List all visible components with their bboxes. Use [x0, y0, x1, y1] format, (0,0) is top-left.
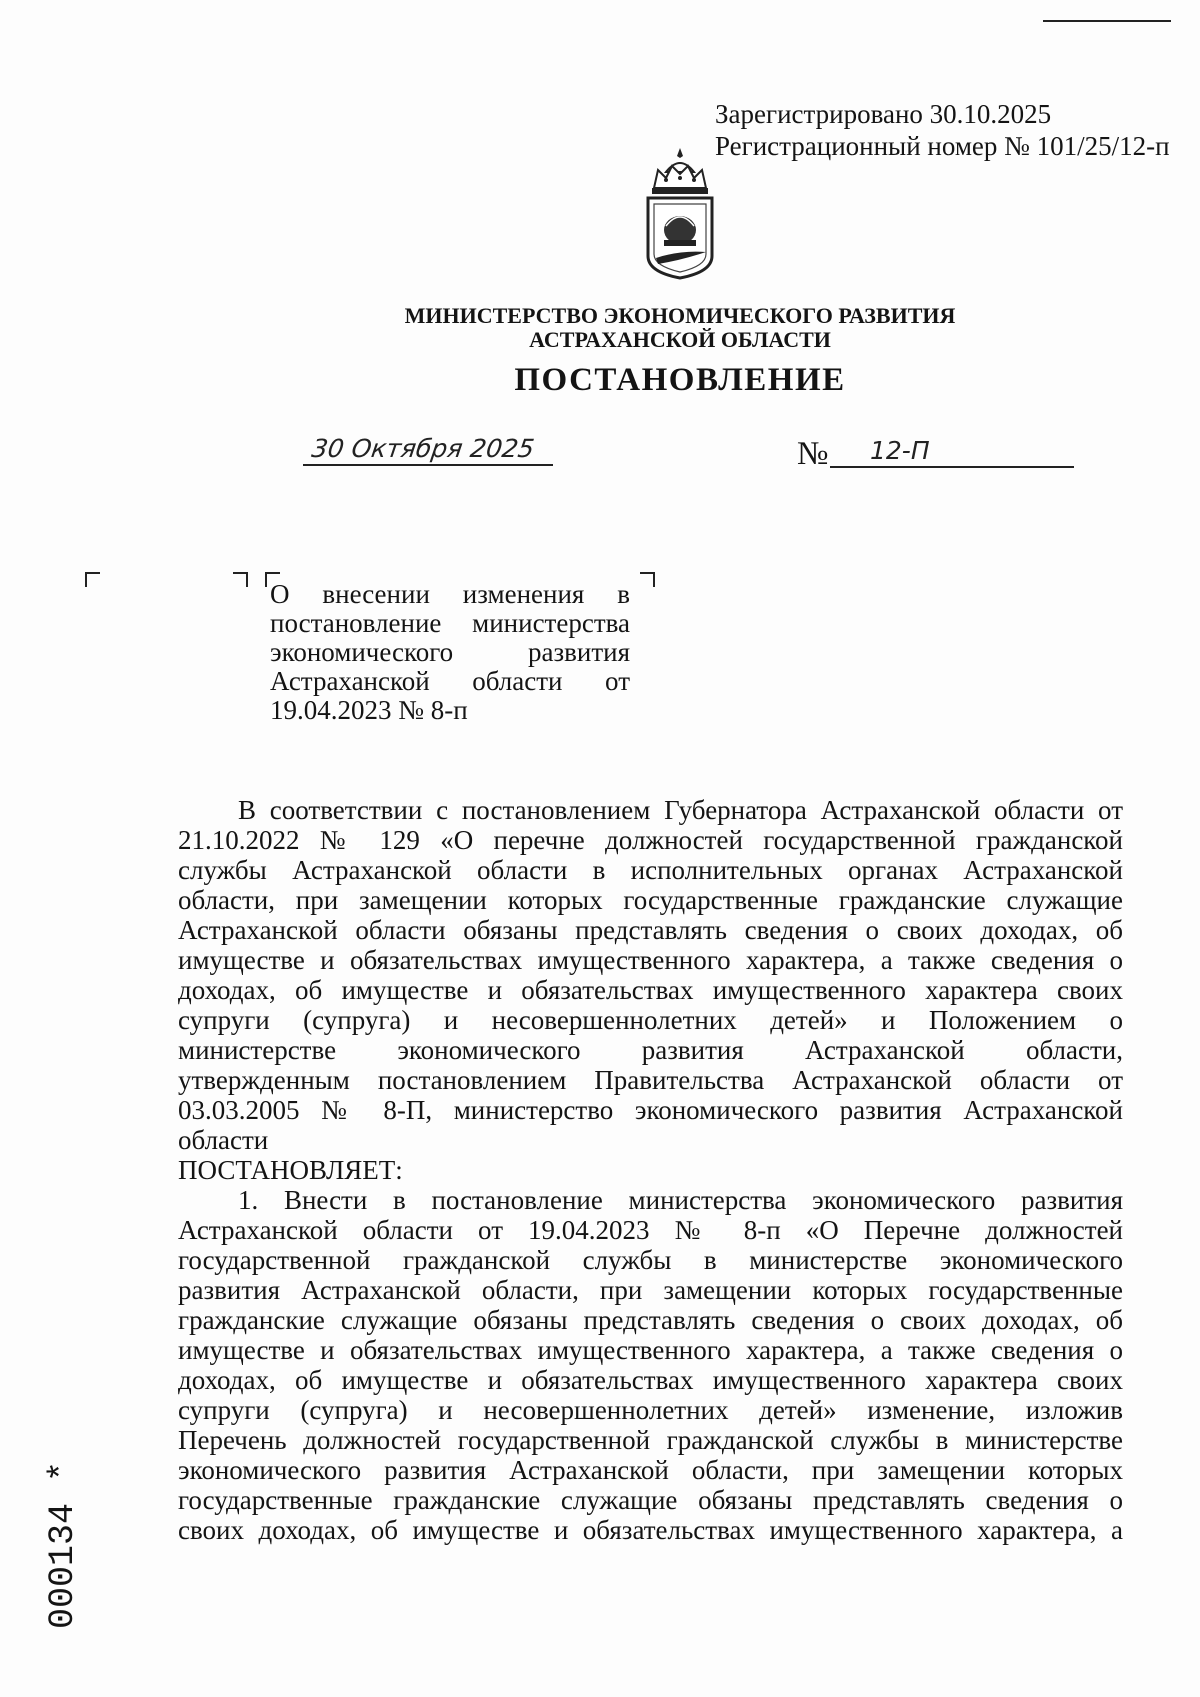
number-underline	[830, 466, 1074, 468]
body-line: гражданские служащие обязаны представлять сведения о своих доходах, об	[178, 1305, 1123, 1335]
body-line: развития Астраханской области, при замещении которых государственные	[178, 1275, 1123, 1305]
subject-line: 19.04.2023 № 8-п	[270, 695, 468, 725]
body-line: супруги (супруга) и несовершеннолетних детей» изменение, изложив	[178, 1395, 1123, 1425]
coat-of-arms-icon	[636, 146, 724, 282]
serial-stamp	[18, 1445, 108, 1645]
body-line: Астраханской области от 19.04.2023 № 8-п «О Перечне должностей	[178, 1215, 1123, 1245]
subject-line: Астраханской области от	[270, 666, 630, 696]
body-line: имуществе и обязательствах имущественного характера, а также сведения о	[178, 945, 1123, 975]
date-underline	[303, 464, 553, 466]
number-sign: №	[797, 436, 829, 472]
ministry-name-line2: АСТРАХАНСКОЙ ОБЛАСТИ	[529, 327, 831, 352]
document-type-title: ПОСТАНОВЛЕНИЕ	[514, 362, 846, 398]
margin-corner-mark	[85, 572, 100, 587]
subject-line: О внесении изменения в	[270, 579, 630, 609]
body-line: экономического развития Астраханской области, при замещении которых	[178, 1455, 1123, 1485]
body-line: доходах, об имуществе и обязательствах имущественного характера своих	[178, 975, 1123, 1005]
registration-date: Зарегистрировано 30.10.2025	[715, 99, 1052, 129]
subject-block	[270, 580, 630, 725]
body-line: В соответствии с постановлением Губернатора Астраханской области от	[238, 795, 1123, 825]
body-line: 1. Внести в постановление министерства экономического развития	[238, 1185, 1123, 1215]
body-line: 03.03.2005 № 8-П, министерство экономического развития Астраханской	[178, 1095, 1123, 1125]
body-line: своих доходах, об имуществе и обязательствах имущественного характера, а	[178, 1515, 1123, 1545]
serial-number: 000134 *	[43, 1460, 83, 1630]
ministry-name-line1: МИНИСТЕРСТВО ЭКОНОМИЧЕСКОГО РАЗВИТИЯ	[404, 303, 956, 328]
registration-block	[715, 98, 1170, 162]
top-edge-line	[1043, 20, 1171, 22]
registration-number: Регистрационный номер № 101/25/12-п	[715, 131, 1170, 161]
body-line: области, при замещении которых государственные гражданские служащие	[178, 885, 1123, 915]
body-line: 21.10.2022 № 129 «О перечне должностей государственной гражданской	[178, 825, 1123, 855]
body-line: Перечень должностей государственной гражданской службы в министерстве	[178, 1425, 1123, 1455]
resolution-heading: ПОСТАНОВЛЯЕТ:	[178, 1155, 403, 1185]
body-line: государственной гражданской службы в министерстве экономического	[178, 1245, 1123, 1275]
body-text	[178, 795, 1123, 1545]
body-line: министерстве экономического развития Астраханской области,	[178, 1035, 1123, 1065]
handwritten-number: 12-П	[870, 436, 930, 465]
body-line: Астраханской области обязаны представлять сведения о своих доходах, об	[178, 915, 1123, 945]
subject-line: экономического развития	[270, 637, 630, 667]
margin-corner-mark	[233, 572, 248, 587]
subject-line: постановление министерства	[270, 608, 630, 638]
body-line: государственные гражданские служащие обязаны представлять сведения о	[178, 1485, 1123, 1515]
body-line: имуществе и обязательствах имущественного характера, а также сведения о	[178, 1335, 1123, 1365]
handwritten-date: 30 Октября 2025	[309, 434, 537, 463]
body-line: службы Астраханской области в исполнительных органах Астраханской	[178, 855, 1123, 885]
body-line: супруги (супруга) и несовершеннолетних детей» и Положением о	[178, 1005, 1123, 1035]
body-line: утвержденным постановлением Правительства Астраханской области от	[178, 1065, 1123, 1095]
subject-corner-mark	[640, 572, 655, 587]
body-line: области	[178, 1125, 269, 1155]
body-line: доходах, об имуществе и обязательствах имущественного характера своих	[178, 1365, 1123, 1395]
